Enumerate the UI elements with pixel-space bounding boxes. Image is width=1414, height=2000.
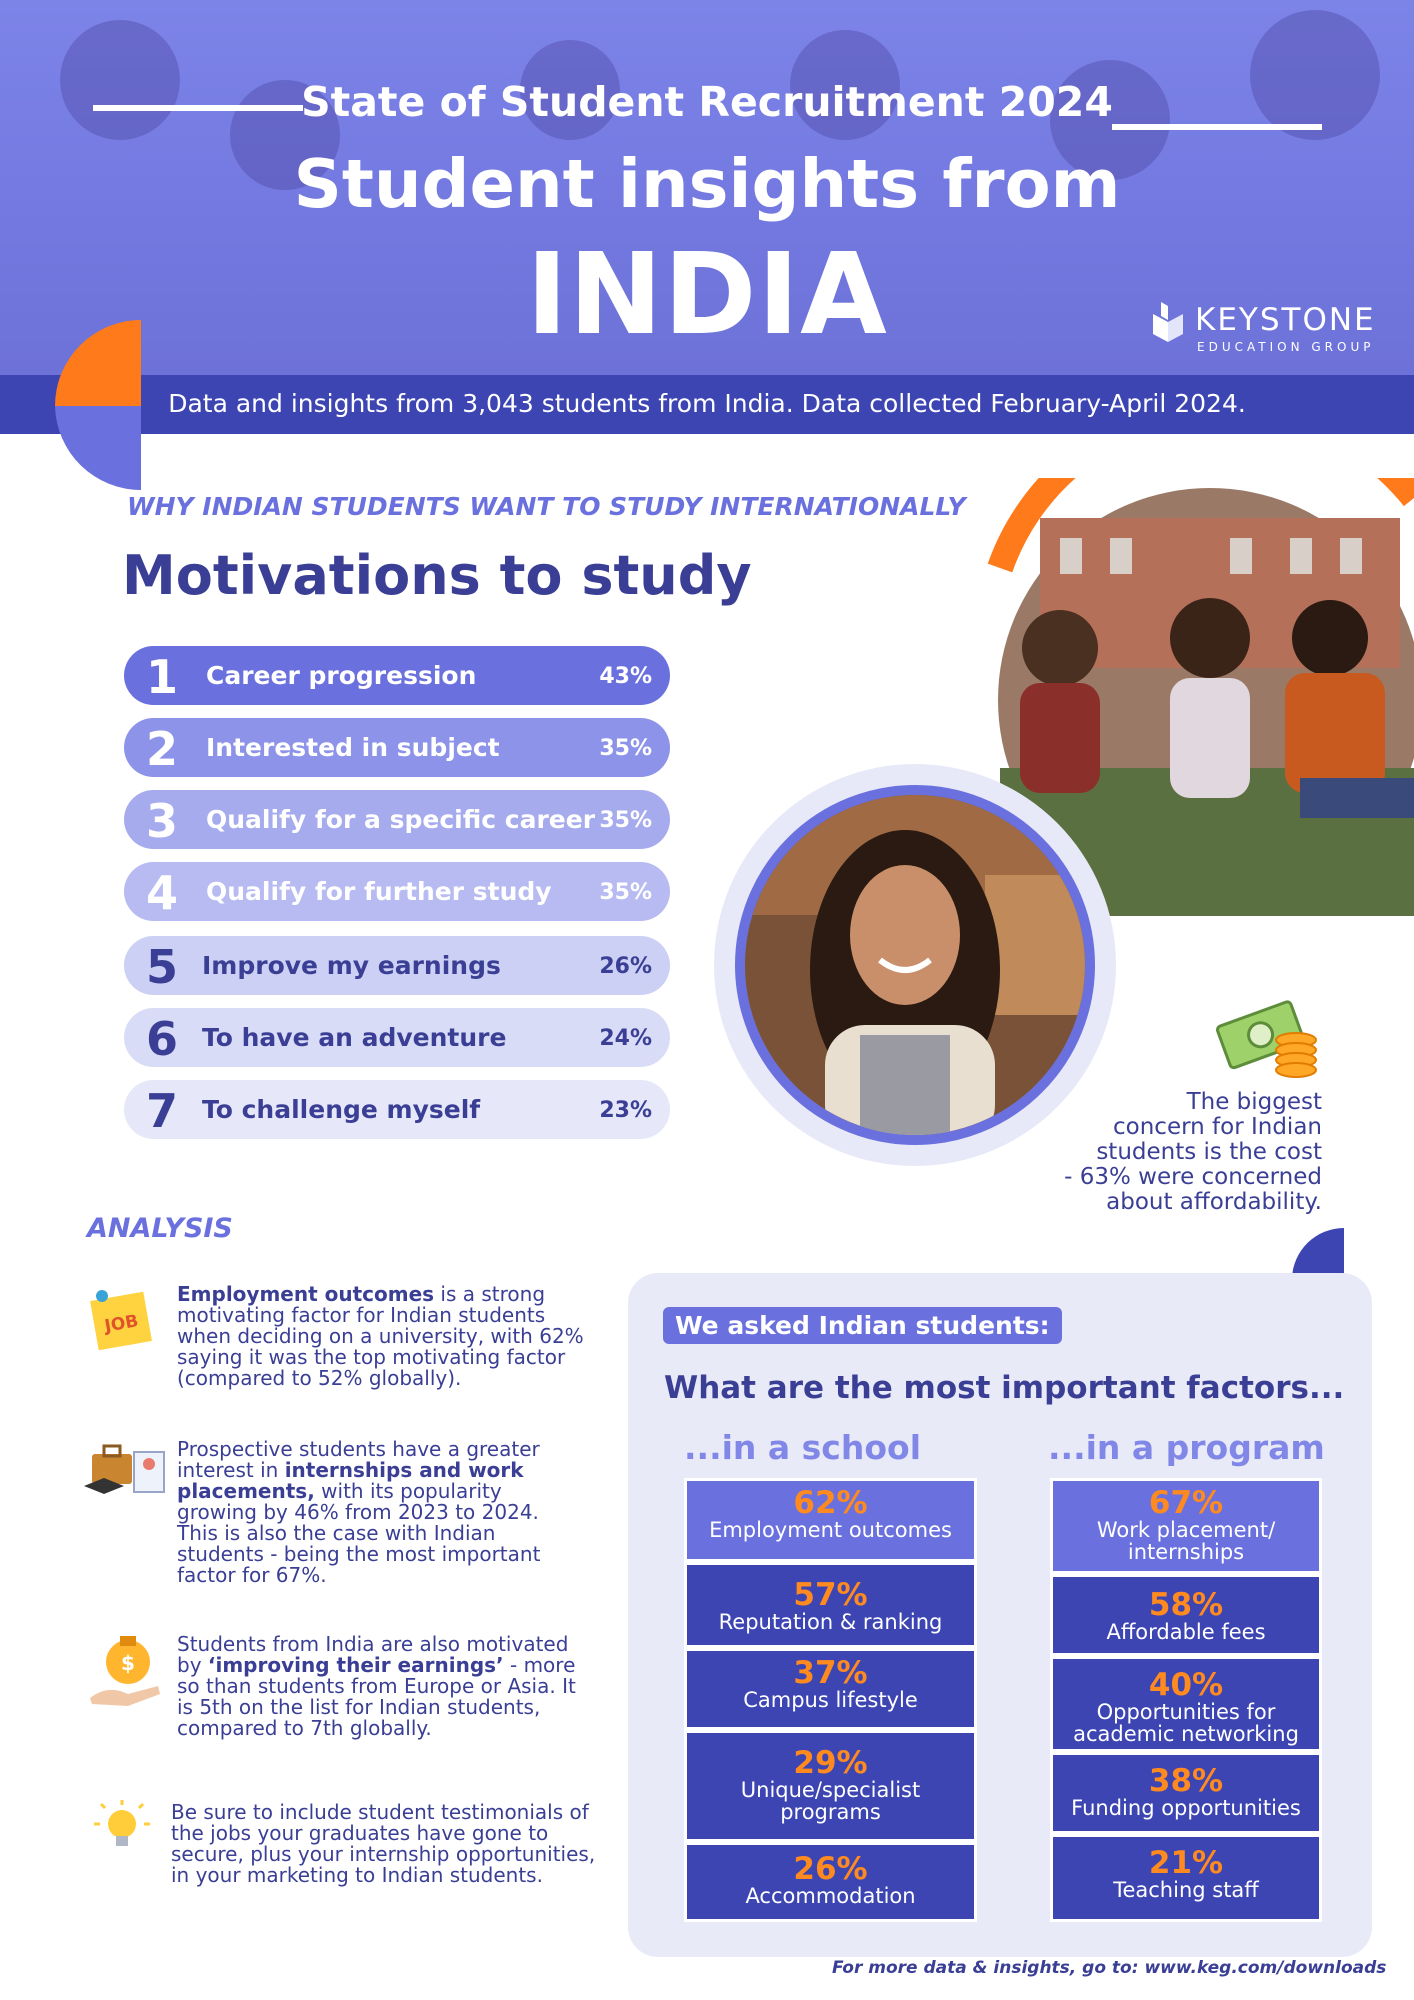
analysis-employment-text: is a strong motivating factor for Indian students when deciding on a university, with 62% saying it was the top motivating factor (compared to 52% globally). <box>177 1282 584 1390</box>
motivation-percent: 23% <box>599 1098 652 1123</box>
factor-label: Employment outcomes <box>709 1518 952 1542</box>
school-factor-box <box>684 1478 977 1562</box>
motivation-item <box>124 790 670 849</box>
factor-percent: 67% <box>1148 1485 1224 1521</box>
factor-percent: 37% <box>793 1655 868 1691</box>
analysis-earnings-text: Students from India are also motivated by <box>177 1632 569 1677</box>
factor-label: Work placement/ internships <box>1096 1518 1276 1564</box>
motivation-item <box>124 862 670 921</box>
program-factor-box <box>1050 1752 1322 1834</box>
concern-line: - 63% were concerned <box>1064 1164 1322 1190</box>
factor-percent: 57% <box>793 1577 868 1613</box>
motivation-label: To have an adventure <box>202 1023 507 1052</box>
motivation-percent: 35% <box>599 808 652 833</box>
concern-line: concern for Indian <box>1113 1114 1322 1140</box>
motivation-item <box>124 1080 670 1139</box>
report-kicker: State of Student Recruitment 2024 <box>301 78 1113 126</box>
motivation-rank: 6 <box>146 1012 179 1066</box>
motivation-rank: 1 <box>146 650 179 704</box>
hero-banner <box>0 0 1414 375</box>
analysis-employment <box>177 1284 597 1389</box>
factor-percent: 38% <box>1148 1763 1224 1799</box>
motivation-item <box>124 718 670 777</box>
program-factor-box <box>1050 1478 1322 1574</box>
factors-title: What are the most important factors... <box>664 1370 1345 1406</box>
analysis-internships-rest: with its popularity growing by 46% from 2023 to 2024. This is also the case with Indian students - being the most important factor for 67%. <box>177 1479 541 1587</box>
factor-percent: 21% <box>1148 1845 1224 1881</box>
job-note-icon <box>86 1286 156 1356</box>
concern-line: students is the cost <box>1096 1139 1322 1165</box>
factor-percent: 29% <box>793 1745 868 1781</box>
program-column-heading: ...in a program <box>1048 1428 1325 1467</box>
internship-briefcase-icon <box>84 1438 168 1502</box>
motivation-percent: 26% <box>599 954 652 979</box>
data-banner <box>0 375 1414 434</box>
factor-percent: 58% <box>1148 1587 1224 1623</box>
motivation-item <box>124 1008 670 1067</box>
motivation-rank: 7 <box>146 1084 179 1138</box>
lightbulb-icon <box>90 1796 154 1860</box>
concern-line: about affordability. <box>1106 1189 1322 1215</box>
motivation-label: Improve my earnings <box>202 951 501 980</box>
motivation-label: Qualify for further study <box>206 877 552 906</box>
money-coins-icon <box>1212 990 1322 1080</box>
motivations-kicker: WHY INDIAN STUDENTS WANT TO STUDY INTERNATIONALLY <box>127 492 966 521</box>
motivation-item <box>124 936 670 995</box>
motivations-title: Motivations to study <box>122 544 752 607</box>
money-bag-hand-icon <box>88 1632 164 1710</box>
motivation-label: Qualify for a specific career <box>206 805 596 834</box>
analysis-earnings <box>177 1634 577 1739</box>
school-column-heading: ...in a school <box>684 1428 922 1467</box>
factor-percent: 26% <box>793 1851 868 1887</box>
svg-text:$: $ <box>121 1651 135 1675</box>
motivation-item <box>124 646 670 705</box>
factor-percent: 40% <box>1148 1667 1224 1703</box>
decor-half-circle-left <box>55 320 141 490</box>
keystone-logo-icon <box>1153 302 1183 342</box>
factor-label: Funding opportunities <box>1071 1796 1301 1820</box>
cost-concern-callout <box>1040 1090 1322 1215</box>
motivation-percent: 35% <box>599 736 652 761</box>
motivation-label: To challenge myself <box>202 1095 481 1124</box>
school-factor-box <box>684 1648 977 1730</box>
factor-percent: 62% <box>793 1485 868 1521</box>
factor-label: Teaching staff <box>1113 1878 1259 1902</box>
concern-line: The biggest <box>1186 1089 1322 1115</box>
program-factor-box <box>1050 1574 1322 1656</box>
motivation-rank: 5 <box>146 940 179 994</box>
factor-label: Affordable fees <box>1106 1620 1266 1644</box>
motivation-rank: 3 <box>146 794 179 848</box>
program-factor-box <box>1050 1834 1322 1922</box>
motivation-percent: 24% <box>599 1026 652 1051</box>
analysis-employment-bold: Employment outcomes <box>177 1282 435 1306</box>
school-factor-box <box>684 1842 977 1922</box>
factor-label: Campus lifestyle <box>743 1688 918 1712</box>
factor-label: Accommodation <box>745 1884 916 1908</box>
motivation-label: Career progression <box>206 661 477 690</box>
motivation-rank: 4 <box>146 866 179 920</box>
analysis-earnings-bold: ‘improving their earnings’ <box>207 1653 504 1677</box>
analysis-earnings-rest: - more so than students from Europe or Asia. It is 5th on the list for Indian students, compared to 7th globally. <box>177 1653 576 1740</box>
analysis-internships <box>177 1439 577 1586</box>
motivation-rank: 2 <box>146 722 179 776</box>
banner-text: Data and insights from 3,043 students from India. Data collected February-April 2024. <box>168 389 1246 418</box>
analysis-internships-bold: internships and work placements, <box>177 1458 524 1503</box>
footer-link-text: For more data & insights, go to: www.keg.com/downloads <box>832 1958 1387 1978</box>
factors-tag: We asked Indian students: <box>663 1307 1062 1344</box>
logo-name: KEYSTONE <box>1195 302 1376 338</box>
motivation-label: Interested in subject <box>206 733 500 762</box>
analysis-testimonials: Be sure to include student testimonials of the jobs your graduates have gone to secure, plus your internship opportunities, in your marketing to Indian students. <box>171 1800 596 1887</box>
school-factor-box <box>684 1562 977 1648</box>
motivation-percent: 43% <box>599 664 652 689</box>
analysis-internships-text: Prospective students have a greater interest in <box>177 1437 540 1482</box>
hero-country: INDIA <box>526 230 888 360</box>
program-factor-box <box>1050 1656 1322 1752</box>
student-portrait-image <box>745 795 1085 1135</box>
factor-label: Opportunities for academic networking <box>1073 1700 1299 1746</box>
factor-label: Reputation & ranking <box>718 1610 943 1634</box>
job-note-text: JOB <box>103 1311 140 1337</box>
school-factor-box <box>684 1730 977 1842</box>
hero-title: Student insights from <box>293 145 1121 223</box>
logo-subtitle: EDUCATION GROUP <box>1197 340 1375 354</box>
motivation-percent: 35% <box>599 880 652 905</box>
analysis-kicker: ANALYSIS <box>87 1213 233 1244</box>
factor-label: Unique/specialist programs <box>740 1778 921 1824</box>
